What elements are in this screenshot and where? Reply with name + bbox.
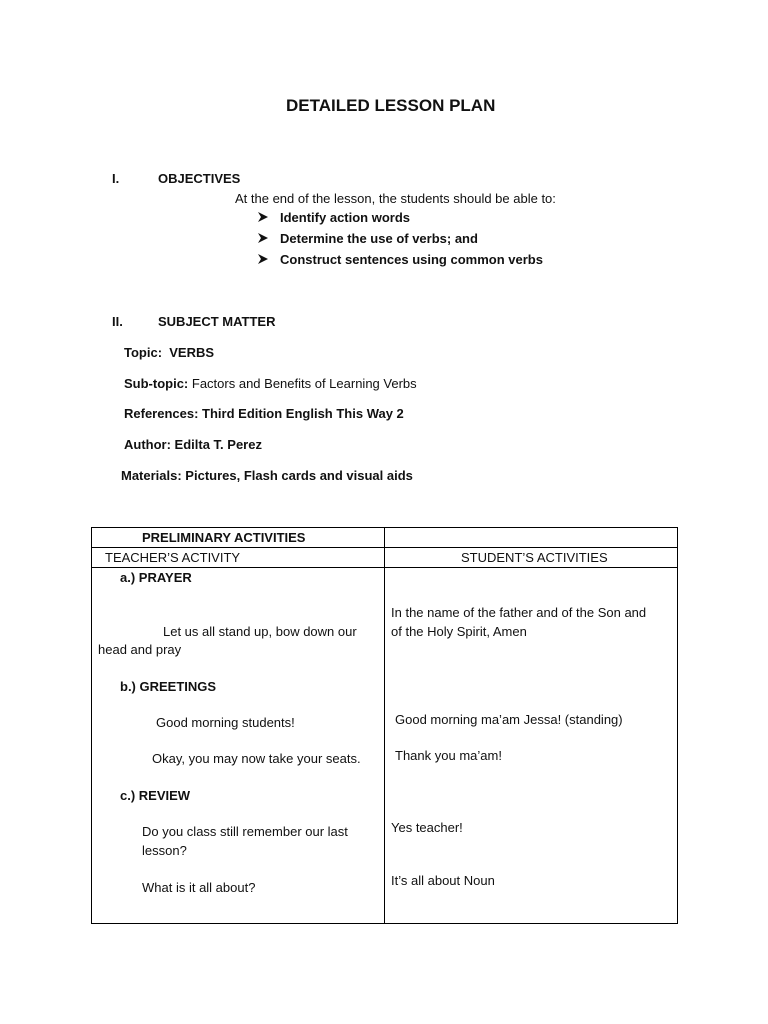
prayer-label: a.) PRAYER — [120, 570, 192, 585]
objectives-numeral: I. — [112, 171, 120, 186]
materials-line: Materials: Pictures, Flash cards and visual aids — [121, 468, 413, 483]
prayer-teacher-line1: Let us all stand up, bow down our — [163, 624, 357, 639]
objective-bullet-icon — [257, 232, 269, 247]
review-teacher1-line2: lesson? — [142, 843, 187, 858]
teacher-activity-cell — [92, 568, 385, 924]
objective-bullet-icon — [257, 211, 269, 226]
student-column-header-cell — [385, 548, 678, 568]
objectives-intro: At the end of the lesson, the students should be able to: — [235, 191, 556, 206]
activities-table — [91, 527, 678, 924]
topic-line — [124, 345, 214, 360]
objective-item: Identify action words — [280, 210, 411, 225]
greetings-label: b.) GREETINGS — [120, 679, 217, 694]
review-teacher2: What is it all about? — [142, 880, 256, 895]
prayer-teacher-line2: head and pray — [98, 642, 182, 657]
subtopic-line — [124, 376, 417, 391]
review-student1: Yes teacher! — [391, 820, 463, 835]
objective-bullet-icon — [257, 253, 269, 268]
preliminary-activities-header: PRELIMINARY ACTIVITIES — [142, 530, 306, 545]
page-title: DETAILED LESSON PLAN — [286, 96, 496, 115]
section-header-cell — [92, 528, 385, 548]
review-student2: It’s all about Noun — [391, 873, 495, 888]
author-line: Author: Edilta T. Perez — [124, 437, 262, 452]
review-label: c.) REVIEW — [120, 788, 191, 803]
objectives-heading: OBJECTIVES — [158, 171, 241, 186]
greetings-teacher1: Good morning students! — [156, 715, 295, 730]
prayer-student-line1: In the name of the father and of the Son and — [391, 605, 647, 620]
topic-value: VERBS — [169, 345, 215, 360]
student-activities-header: STUDENT’S ACTIVITIES — [461, 550, 608, 565]
topic-label: Topic: — [124, 345, 163, 360]
objective-item: Construct sentences using common verbs — [280, 252, 543, 267]
review-teacher1-line1: Do you class still remember our last — [142, 824, 348, 839]
greetings-teacher2: Okay, you may now take your seats. — [152, 751, 361, 766]
objective-item: Determine the use of verbs; and — [280, 231, 478, 246]
subtopic-value: Factors and Benefits of Learning Verbs — [191, 376, 417, 391]
section-header-empty-cell — [385, 528, 678, 548]
greetings-student2: Thank you ma’am! — [395, 748, 502, 763]
subject-matter-numeral: II. — [112, 314, 123, 329]
subject-matter-heading: SUBJECT MATTER — [158, 314, 276, 329]
subtopic-label: Sub-topic: — [124, 376, 189, 391]
greetings-student1: Good morning ma’am Jessa! (standing) — [395, 712, 623, 727]
prayer-student-line2: of the Holy Spirit, Amen — [391, 624, 527, 639]
teacher-column-header-cell — [92, 548, 385, 568]
student-activity-cell — [385, 568, 678, 924]
references-line: References: Third Edition English This Way 2 — [124, 406, 404, 421]
teacher-activity-header: TEACHER’S ACTIVITY — [105, 550, 241, 565]
